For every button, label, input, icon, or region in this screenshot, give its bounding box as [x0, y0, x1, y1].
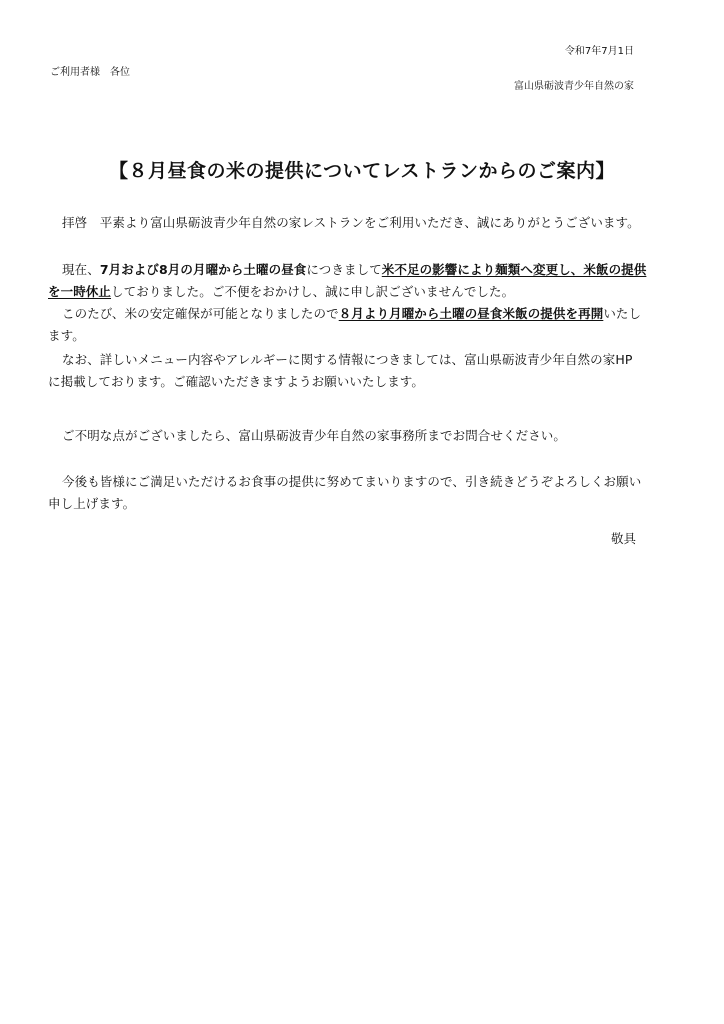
current-status-line-1: [48, 259, 680, 281]
resume-tail-text: いたし: [603, 306, 642, 321]
sender-name: 富山県砺波青少年自然の家: [514, 81, 634, 92]
greeting-paragraph: [48, 212, 694, 234]
info-line-2: に掲載しております。ご確認いただきますようお願いいたします。: [48, 374, 425, 389]
current-period-emphasis: 7月および8月の月曜から土曜の昼食: [99, 262, 307, 277]
recipient-line: ご利用者様 各位: [50, 67, 130, 78]
info-line-1: なお、詳しいメニュー内容やアレルギーに関する情報につきましては、富山県砺波青少年自然の家HP: [62, 352, 633, 367]
info-paragraph: [48, 349, 680, 393]
current-connector-text: につきまして: [306, 262, 382, 277]
closing-line-1: 今後も皆様にご満足いただけるお食事の提供に努めてまいりますので、引き続きどうぞよろしくお願い: [62, 474, 642, 489]
current-status-paragraph: [48, 259, 680, 303]
resume-lead-text: このたび、米の安定確保が可能となりましたので: [62, 306, 339, 321]
resume-paragraph: [48, 303, 680, 347]
document-date: 令和7年7月1日: [564, 46, 634, 57]
current-suspension-emphasis: を一時休止: [48, 284, 112, 299]
closing-salutation: 敬具: [610, 531, 636, 546]
resume-line-1: [48, 303, 680, 325]
closing-paragraph: [48, 471, 680, 515]
current-change-emphasis: 米不足の影響により麺類へ変更し、米飯の提供: [381, 262, 647, 277]
resume-line-2: ます。: [48, 328, 85, 343]
greeting-text: 拝啓 平素より富山県砺波青少年自然の家レストランをご利用いただき、誠にありがとうございます。: [62, 215, 640, 230]
closing-line-2: 申し上げます。: [48, 496, 136, 511]
resume-announcement-emphasis: ８月より月曜から土曜の昼食米飯の提供を再開: [338, 306, 604, 321]
current-status-line-2: [48, 281, 680, 303]
current-lead-text: 現在、: [62, 262, 100, 277]
contact-paragraph: [48, 425, 694, 447]
contact-text: ご不明な点がございましたら、富山県砺波青少年自然の家事務所までお問合せください。: [62, 428, 567, 443]
page-title: 【８月昼食の米の提供についてレストランからのご案内】: [108, 160, 616, 182]
current-apology-text: しておりました。ご不便をおかけし、誠に申し訳ございませんでした。: [111, 284, 515, 299]
